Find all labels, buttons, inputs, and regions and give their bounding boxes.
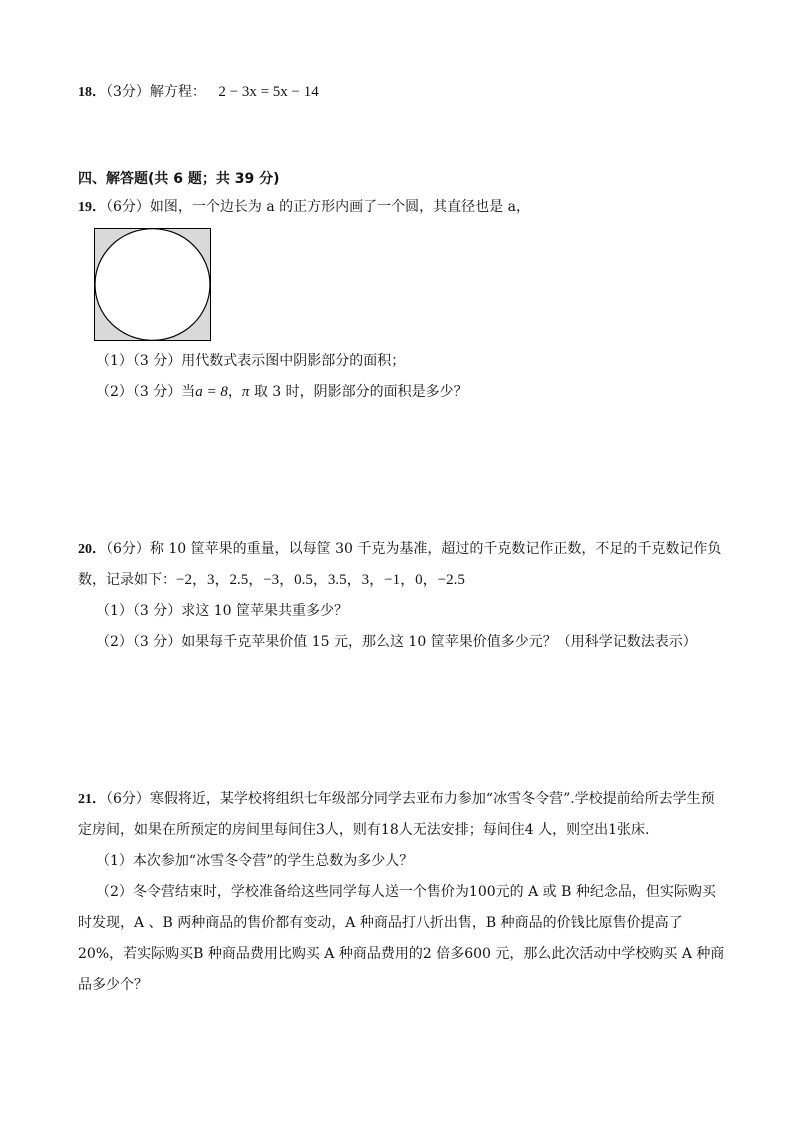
q20-number: 20． [78,542,106,557]
q19-intro: 如图，一个边长为 a 的正方形内画了一个圆，其直径也是 a， [149,199,530,215]
q18-equation: 2 − 3x = 5x − 14 [218,84,319,100]
q19-intro-line [78,197,530,218]
q19-part1: （1）（3 分）用代数式表示图中阴影部分的面积； [96,353,406,369]
q21-part2-line1: （2）冬令营结束时，学校准备给这些同学每人送一个售价为100元的 A 或 B 种纪念品，但实际购买 [96,884,716,900]
q18-number: 18． [78,85,106,100]
q21-text1: 寒假将近，某学校将组织七年级部分同学去亚布力参加“冰雪冬令营”.学校提前给所去学生预 [149,791,715,807]
q19-number: 19． [78,200,106,215]
q20-part2: （2）（3 分）如果每千克苹果价值 15 元，那么这 10 筐苹果价值多少元？（用科学记数法表示） [96,634,697,650]
q20-line2 [78,570,465,590]
q21-part1: （1）本次参加“冰雪冬令营”的学生总数为多少人？ [96,853,414,869]
q21-score: （6分） [106,791,150,807]
q21-line2: 定房间，如果在所预定的房间里每间住3人，则有18人无法安排；每间住4 人，则空出1张床. [78,822,650,838]
q19-part2-c: 取 3 时，阴影部分的面积是多少？ [249,384,468,400]
q21-part2-line2: 时发现，A 、B 两种商品的售价都有变动，A 种商品打八折出售，B 种商品的价钱比原售价提高了 [78,915,683,931]
q20-part1: （1）（3 分）求这 10 筐苹果共重多少？ [96,603,348,619]
q21-number: 21． [78,792,106,807]
q20-score: （6分） [106,541,150,557]
q19-part2-a: （2）（3 分）当 [96,384,196,400]
q18-line [78,82,319,103]
section-heading: 四、解答题(共 6 题；共 39 分) [78,171,280,187]
q20-text1: 称 10 筐苹果的重量，以每筐 30 千克为基准，超过的千克数记作正数，不足的千克数记作负 [149,541,722,557]
q19-score: （6分） [106,199,150,215]
q20-values: −2，3，2.5，−3，0.5，3.5，3，−1，0，−2.5 [176,572,465,588]
q21-part2-line4: 品多少个？ [78,977,148,993]
square-circle-figure [94,228,212,342]
q19-part2-expr: a = 8 [195,384,228,400]
q21-part2-line3: 20%，若实际购买B 种商品费用比购买 A 种商品费用的2 倍多600 元，那么此次活动中学校购买 A 种商 [78,946,725,962]
q19-part2-line [96,382,468,402]
q19-pi-symbol: π [241,384,250,400]
q19-part2-b: ， [227,384,242,400]
q18-prompt: 解方程： [149,84,206,100]
q20-text2: 数，记录如下： [78,572,176,588]
q18-score: （3分） [106,84,150,100]
inscribed-circle [95,229,210,341]
q21-line1 [78,789,715,810]
q20-line1 [78,539,721,560]
